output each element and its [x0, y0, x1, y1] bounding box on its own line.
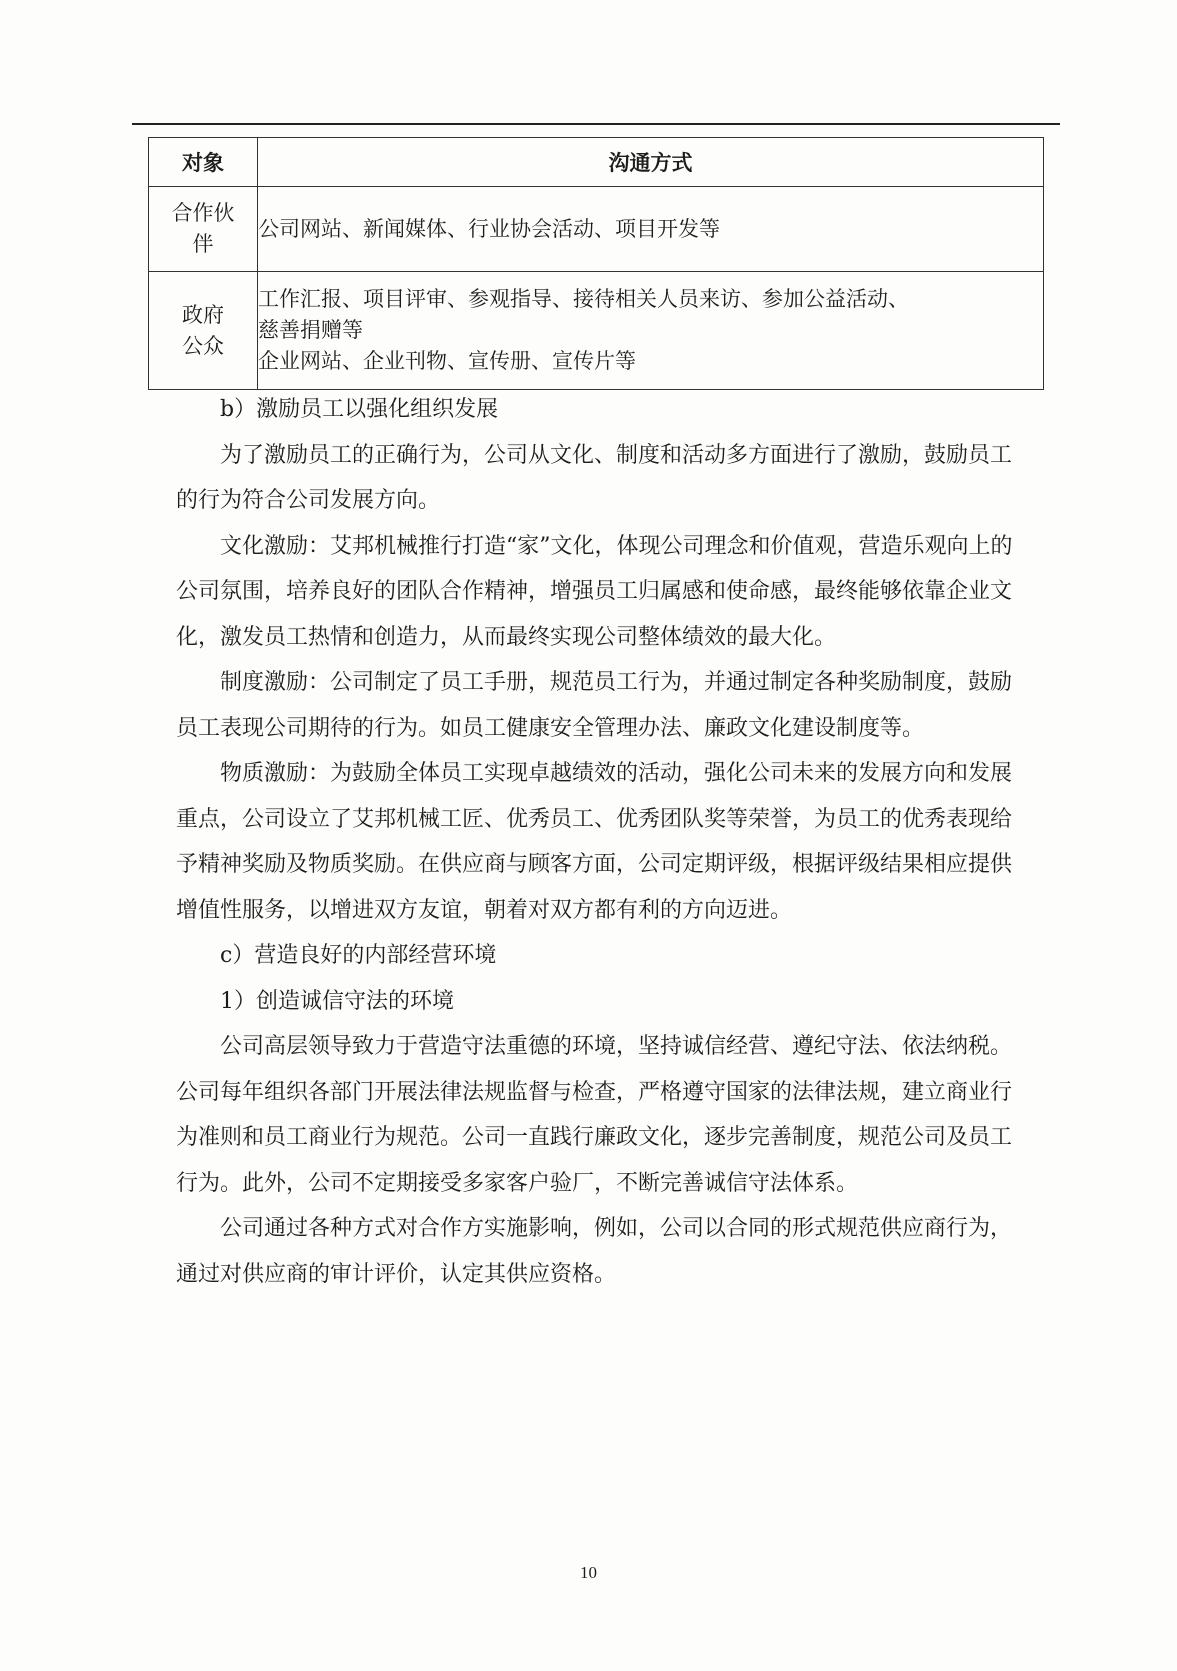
table-cell-method — [258, 272, 1044, 390]
table-row — [149, 272, 1044, 390]
table-header-method: 沟通方式 — [258, 138, 1044, 187]
object-line: 合作伙 — [171, 201, 235, 225]
paragraph: 公司通过各种方式对合作方实施影响，例如，公司以合同的形式规范供应商行为，通过对供应商的审计评价，认定其供应资格。 — [176, 1216, 1013, 1287]
header-rule — [132, 123, 1060, 125]
body-text — [176, 387, 1014, 1297]
paragraph: 文化激励：艾邦机械推行打造“家”文化，体现公司理念和价值观，营造乐观向上的公司氛围，培养良好的团队合作精神，增强员工归属感和使命感，最终能够依靠企业文化，激发员工热情和创造力，从而最终实现公司整体绩效的最大化。 — [176, 533, 1013, 650]
object-line: 伴 — [192, 232, 214, 256]
table-row — [149, 187, 1044, 272]
paragraph: 公司高层领导致力于营造守法重德的环境，坚持诚信经营、遵纪守法、依法纳税。公司每年组织各部门开展法律法规监督与检查，严格遵守国家的法律法规，建立商业行为准则和员工商业行为规范。公司一直践行廉政文化，逐步完善制度，规范公司及员工行为。此外，公司不定期接受多家客户验厂，不断完善诚信守法体系。 — [176, 1034, 1013, 1196]
paragraph: 为了激励员工的正确行为，公司从文化、制度和活动多方面进行了激励，鼓励员工的行为符合公司发展方向。 — [176, 442, 1013, 513]
table-cell-object — [149, 187, 258, 272]
table-cell-object — [149, 272, 258, 390]
paragraph: 物质激励：为鼓励全体员工实现卓越绩效的活动，强化公司未来的发展方向和发展重点，公司设立了艾邦机械工匠、优秀员工、优秀团队奖等荣誉，为员工的优秀表现给予精神奖励及物质奖励。在供应商与顾客方面，公司定期评级，根据评级结果相应提供增值性服务，以增进双方友谊，朝着对双方都有利的方向迈进。 — [176, 761, 1013, 923]
paragraph: 制度激励：公司制定了员工手册，规范员工行为，并通过制定各种奖励制度，鼓励员工表现公司期待的行为。如员工健康安全管理办法、廉政文化建设制度等。 — [176, 670, 1013, 741]
section-heading-b: b）激励员工以强化组织发展 — [220, 397, 499, 422]
section-heading-c: c）营造良好的内部经营环境 — [220, 943, 497, 968]
method-line: 公司网站、新闻媒体、行业协会活动、项目开发等 — [258, 216, 720, 241]
method-line: 企业网站、企业刊物、宣传册、宣传片等 — [258, 349, 636, 373]
table-cell-method — [258, 187, 1044, 272]
method-line: 工作汇报、项目评审、参观指导、接待相关人员来访、参加公益活动、 — [258, 287, 909, 311]
communication-table — [148, 137, 1044, 390]
page-number: 10 — [580, 1563, 597, 1582]
table-header-object: 对象 — [149, 138, 258, 187]
object-line: 公众 — [182, 333, 224, 358]
object-line: 政府 — [182, 302, 224, 327]
method-line: 慈善捐赠等 — [258, 318, 363, 342]
subsection-heading-1: 1）创造诚信守法的环境 — [220, 988, 454, 1014]
table-header-row — [149, 138, 1044, 187]
